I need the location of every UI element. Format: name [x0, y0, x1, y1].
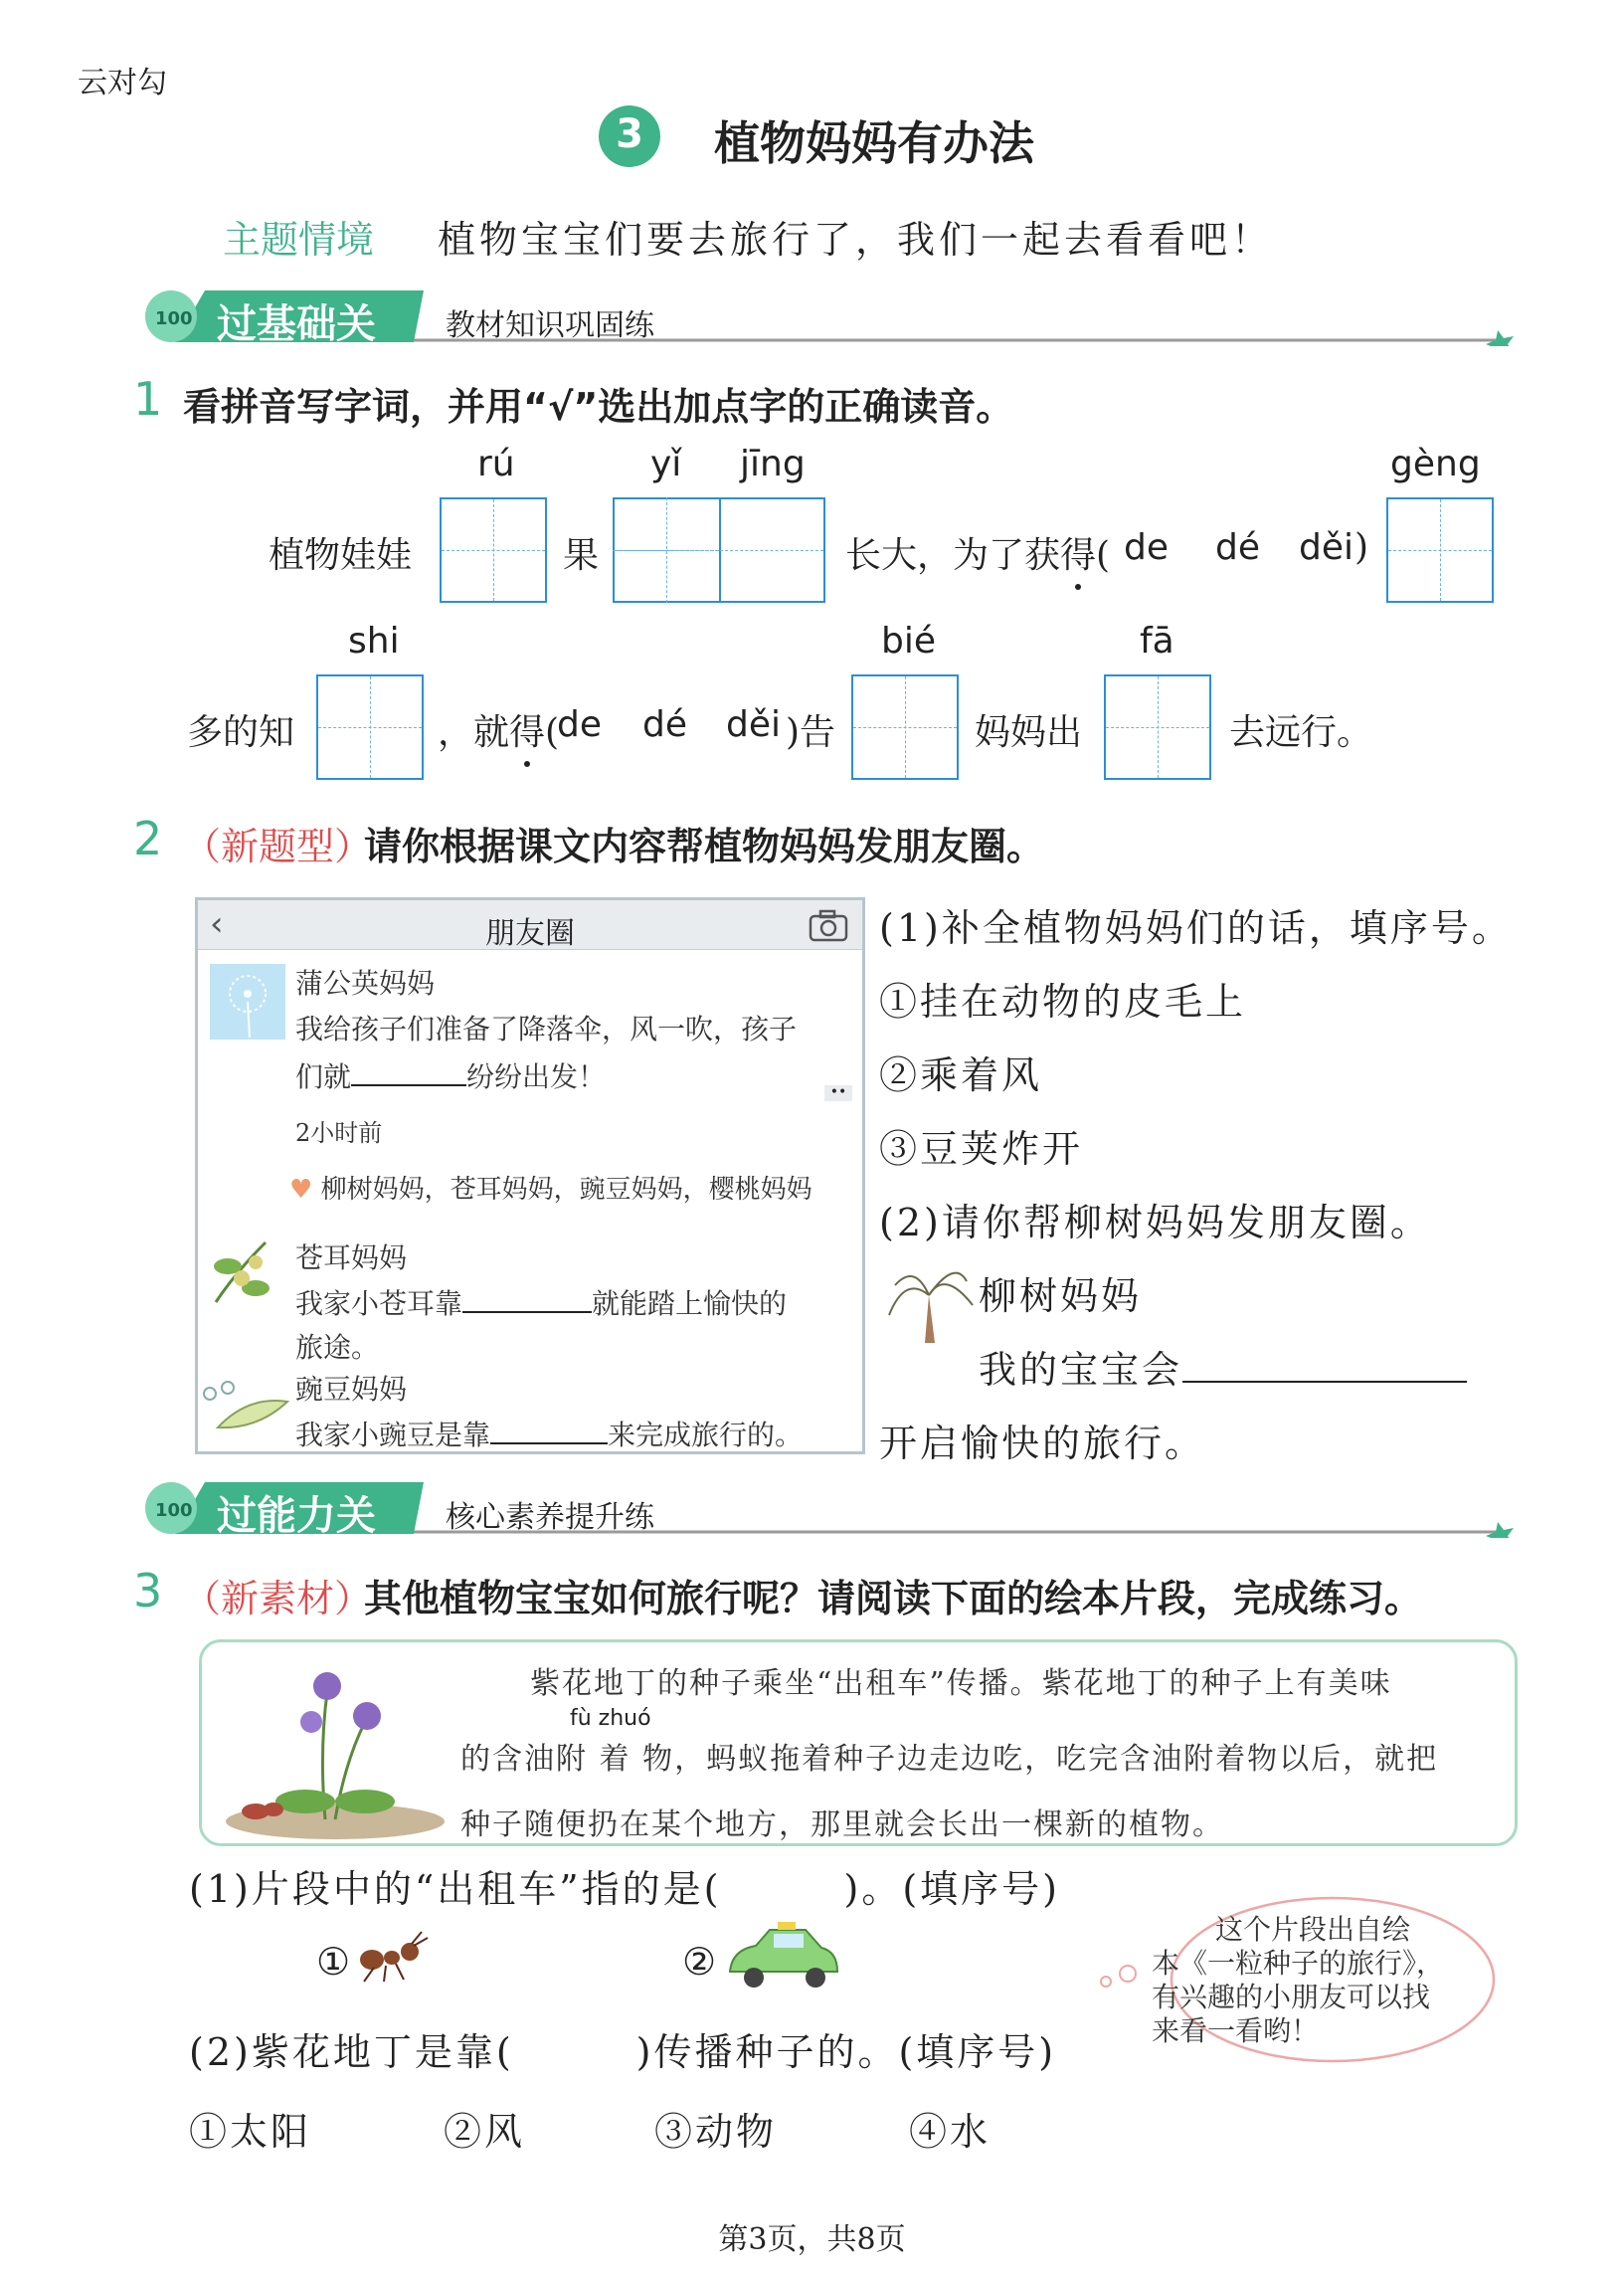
question-number: 1	[133, 372, 163, 426]
lesson-number: 3	[616, 111, 643, 157]
moments-topbar	[198, 900, 862, 950]
question-number: 2	[133, 812, 163, 865]
willow-text: 开启愉快的旅行。	[879, 1422, 1206, 1465]
post-text	[295, 1414, 803, 1453]
q1-text: )告	[786, 712, 836, 753]
post-text-part: 们就	[295, 1060, 352, 1093]
theme-text: 植物宝宝们要去旅行了，我们一起去看看吧！	[438, 218, 1274, 262]
cocklebur-avatar	[206, 1233, 281, 1316]
pinyin-ru: rú	[477, 444, 515, 484]
pea-avatar	[198, 1372, 291, 1441]
willow-text	[979, 1339, 1467, 1394]
post-name: 苍耳妈妈	[295, 1241, 408, 1274]
section-subtitle: 教材知识巩固练	[446, 308, 654, 343]
dotted-char: 得	[1060, 527, 1096, 578]
choice-label[interactable]: ①	[316, 1940, 351, 1984]
sub-question: (1)补全植物妈妈们的话，填序号。	[879, 906, 1513, 950]
writing-box[interactable]	[851, 674, 959, 780]
story-box	[199, 1639, 1518, 1846]
question-number: 3	[133, 1564, 163, 1617]
q1-text: 植物娃娃	[269, 535, 413, 576]
more-options-icon[interactable]: ••	[824, 1085, 852, 1101]
page-title: 植物妈妈有办法	[714, 116, 1034, 170]
paren: )	[1354, 527, 1369, 568]
post-name: 豌豆妈妈	[295, 1373, 408, 1406]
question-tag: （新素材）	[183, 1577, 373, 1620]
moments-card	[195, 897, 865, 1454]
answer-blank[interactable]	[462, 1283, 592, 1313]
post-text-part: 我家小苍耳靠	[295, 1287, 463, 1320]
q1-text-part: ，就	[438, 712, 510, 753]
writing-box[interactable]	[440, 497, 547, 603]
likes-row	[289, 1169, 812, 1206]
dandelion-avatar	[210, 964, 285, 1040]
ant-icon	[354, 1930, 438, 1986]
violet-illustration	[216, 1652, 454, 1841]
writing-box[interactable]	[1386, 497, 1494, 603]
section-badge: 过能力关	[217, 1493, 376, 1539]
option-item: ③豆荚炸开	[879, 1127, 1084, 1171]
pinyin-yi: yǐ	[650, 444, 682, 484]
post-text-part: 纷纷出发！	[466, 1060, 607, 1093]
q1-text: 妈妈出	[975, 712, 1083, 753]
question-prompt: 其他植物宝宝如何旅行呢？请阅读下面的绘本片段，完成练习。	[364, 1577, 1423, 1620]
reading-option[interactable]: de	[1124, 527, 1169, 568]
post-time: 2小时前	[295, 1119, 383, 1147]
bubble-text: 本《一粒种子的旅行》，	[1152, 1947, 1445, 1980]
reading-option[interactable]: dé	[1215, 527, 1260, 568]
sub-question: (1)片段中的“出租车”指的是( )。(填序号)	[189, 1867, 1060, 1911]
taxi-icon	[722, 1920, 843, 1995]
q1-text: 果	[563, 535, 600, 576]
theme-label: 主题情境	[223, 218, 375, 262]
pinyin-geng: gèng	[1390, 444, 1481, 484]
dotted-char: 得	[509, 704, 545, 755]
heart-icon: ♥	[289, 1175, 313, 1205]
pinyin-fa: fā	[1140, 621, 1174, 662]
pinyin-bie: bié	[881, 621, 937, 662]
page-footer: 第3页，共8页	[718, 2222, 906, 2257]
option-item: ②乘着风	[879, 1053, 1043, 1097]
question-prompt: 看拼音写字词，并用“√”选出加点字的正确读音。	[183, 385, 1014, 429]
section-header-ability	[135, 1478, 1528, 1538]
post-name: 蒲公英妈妈	[295, 967, 436, 1000]
section-badge: 过基础关	[217, 301, 376, 347]
option-item: ①挂在动物的皮毛上	[879, 980, 1247, 1024]
brand-label: 云对勾	[78, 66, 167, 100]
story-pinyin: fù zhuó	[570, 1706, 651, 1731]
story-text: 紫花地丁的种子乘坐“出租车”传播。紫花地丁的种子上有美味	[530, 1666, 1392, 1701]
answer-option[interactable]: ③动物	[654, 2110, 778, 2154]
answer-blank[interactable]	[490, 1415, 608, 1444]
writing-box[interactable]	[1104, 674, 1211, 780]
answer-blank[interactable]	[351, 1056, 466, 1086]
story-text: 的含油附 着 物，蚂蚁拖着种子边走边吃，吃完含油附着物以后，就把	[460, 1742, 1439, 1777]
reading-option[interactable]: děi	[726, 704, 782, 745]
q1-text	[438, 704, 559, 755]
bubble-text: 有兴趣的小朋友可以找	[1152, 1981, 1431, 2013]
paren: (	[1096, 535, 1111, 576]
bubble-text: 这个片段出自绘	[1215, 1913, 1411, 1946]
post-text-part: 我家小豌豆是靠	[295, 1419, 491, 1451]
sub-question: (2)紫花地丁是靠( )传播种子的。(填序号)	[189, 2030, 1057, 2074]
sub-question: (2)请你帮柳树妈妈发朋友圈。	[879, 1201, 1431, 1244]
q1-text: 多的知	[187, 712, 295, 753]
box-divider	[719, 499, 721, 601]
answer-option[interactable]: ①太阳	[189, 2110, 312, 2154]
likes-names: 柳树妈妈，苍耳妈妈，豌豆妈妈，樱桃妈妈	[320, 1175, 812, 1205]
answer-blank[interactable]	[1182, 1353, 1467, 1383]
choice-label[interactable]: ②	[682, 1940, 717, 1984]
q1-text	[845, 527, 1110, 578]
question-prompt: 请你根据课文内容帮植物妈妈发朋友圈。	[364, 825, 1045, 868]
q1-text-part: 长大，为了获	[845, 535, 1061, 576]
dandelion-icon	[210, 964, 285, 1040]
answer-option[interactable]: ④水	[909, 2110, 992, 2154]
post-text	[295, 1055, 606, 1095]
post-text: 旅途。	[295, 1331, 380, 1364]
writing-box[interactable]	[316, 674, 424, 780]
q1-text: 去远行。	[1229, 712, 1373, 753]
question-tag: （新题型）	[183, 825, 373, 868]
post-text: 我给孩子们准备了降落伞，风一吹，孩子	[295, 1013, 798, 1045]
willow-name: 柳树妈妈	[979, 1274, 1143, 1318]
willow-text-part: 我的宝宝会	[979, 1348, 1183, 1392]
lesson-number-badge	[599, 105, 660, 167]
camera-icon[interactable]	[809, 908, 848, 942]
reading-option[interactable]: dé	[642, 704, 687, 745]
pinyin-shi: shi	[348, 621, 400, 662]
post-text-part: 就能踏上愉快的	[592, 1287, 788, 1320]
willow-tree-icon	[875, 1255, 985, 1345]
post-text-part: 来完成旅行的。	[608, 1419, 804, 1451]
back-icon[interactable]: ‹	[210, 904, 224, 944]
pinyin-jing: jīng	[740, 444, 806, 484]
section-header-basic	[135, 286, 1528, 346]
writing-box-cell-guide	[613, 497, 719, 603]
section-subtitle: 核心素养提升练	[446, 1500, 654, 1535]
answer-option[interactable]: ②风	[444, 2110, 526, 2154]
svg-text:100: 100	[155, 1500, 193, 1521]
paren: (	[545, 712, 560, 753]
bubble-text: 来看一看哟！	[1152, 2014, 1320, 2047]
reading-option[interactable]: děi	[1299, 527, 1354, 568]
moments-title: 朋友圈	[485, 916, 575, 951]
svg-text:100: 100	[155, 308, 193, 329]
story-text: 种子随便扔在某个地方，那里就会长出一棵新的植物。	[460, 1807, 1224, 1842]
reading-option[interactable]: de	[557, 704, 602, 745]
post-text	[295, 1282, 787, 1322]
